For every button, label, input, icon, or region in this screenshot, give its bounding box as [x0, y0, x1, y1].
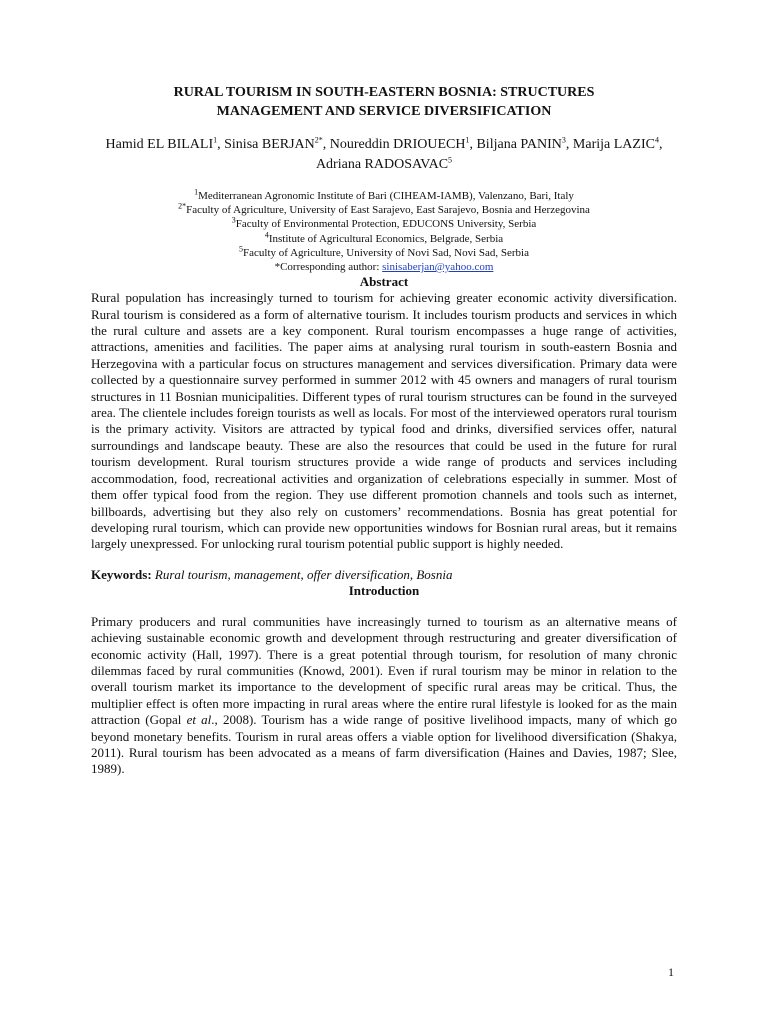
- title-line-2: MANAGEMENT AND SERVICE DIVERSIFICATION: [216, 104, 552, 119]
- paper-title: [91, 83, 677, 121]
- introduction-heading: Introduction: [348, 582, 420, 598]
- affiliation: $^1$Mediterranean Agronomic Institute of Bari (CIHEAM-IAMB), Valenzano, Bari, Italy: [194, 187, 574, 202]
- corresponding-author: *Corresponding author: sinisaberjan@yahoo.com: [274, 261, 494, 274]
- author-name: Marija LAZIC: [572, 137, 655, 152]
- keywords-text: Rural tourism, management, offer diversification, Bosnia: [154, 566, 453, 582]
- author-affiliation-mark: 3: [561, 135, 566, 145]
- author-name: Noureddin DRIOUECH: [329, 137, 466, 152]
- author-affiliation-mark: 1: [465, 135, 470, 145]
- page-number: 1: [668, 965, 674, 979]
- affiliation: $^3$Faculty of Environmental Protection, EDUCONS University, Serbia: [231, 215, 537, 231]
- author-name: Adriana RADOSAVAC: [315, 157, 449, 172]
- corresponding-email-link[interactable]: sinisaberjan@yahoo.com: [382, 261, 494, 274]
- author-affiliation-mark: 5: [448, 155, 453, 165]
- author-name: Sinisa BERJAN: [224, 137, 315, 152]
- affiliation: $^5$Faculty of Agriculture, University of Novi Sad, Novi Sad, Serbia: [239, 244, 529, 259]
- page-content: [91, 83, 677, 778]
- keywords-line: [91, 567, 677, 583]
- affiliation: $^4$Institute of Agricultural Economics, Belgrade, Serbia: [264, 229, 504, 245]
- author-affiliation-mark: 4: [654, 135, 659, 145]
- author-name: Biljana PANIN: [476, 137, 562, 152]
- author-list: Hamid EL BILALI$^1$, Sinisa $BERJAN^{2*}$, Noureddin DRIOUECH$^1$, Biljana PANIN$^3$, Marija LAZIC$^4$, Adriana RADOSAVAC$^5$: [105, 135, 663, 172]
- title-line-1: RURAL TOURISM IN SOUTH-EASTERN BOSNIA: STRUCTURES: [173, 85, 595, 100]
- keywords-label: Keywords:: [91, 566, 152, 582]
- abstract-text: Rural population has increasingly turned to tourism for achieving greater economic activity diversification. Rural tourism is considered as a form of alternative tourism. It includes tourism products and services in which the rural culture and assets are a key component. Rural tourism encompasses a huge range of activities, attractions, amenities and facilities. The paper aims at analysing rural tourism in south-eastern Bosnia and Herzegovina with a particular focus on structures management and services diversification. Primary data were collected by a questionnaire survey performed in summer 2012 with 45 owners and managers of rural tourism structures in 11 Bosnian municipalities. Different types of rural tourism structures can be found in the surveyed area. The clientele includes foreign tourists as well as locals. For most of the interviewed operators rural tourism is the primary activity. Visitors are attracted by typical food and drinks, diversified services offer, natural surroundings and landscape beauty. These are also the resources that could be used in the future for rural tourism development. Rural tourism structures provide a wide range of products and services including accommodation, food, recreational activities and organization of celebrations especially in summer. Most of them offer typical food from the region. They use different promotion channels and tools such as internet, billboards, advertising but they also rely on customers’ recommendations. Bosnia has great potential for developing rural tourism, which can provide new opportunities windows for Bosnian rural areas, but it remains largely unexpressed. For unlocking rural tourism potential public support is highly needed.: [91, 290, 677, 552]
- abstract-heading: Abstract: [359, 274, 409, 290]
- author-affiliation-mark: 2*: [314, 135, 323, 145]
- author-affiliation-mark: 1: [213, 135, 218, 145]
- affiliation: $^{2*}$Faculty of Agriculture, University of East Sarajevo, East Sarajevo, Bosnia and Herzegovina: [178, 201, 590, 217]
- introduction-text: Primary producers and rural communities have increasingly turned to tourism as an alternative means of achieving sustainable economic growth and development through restructuring and greater diversification of economic activity (Hall, 1997). There is a great potential through tourism, for resolution of many chronic dilemmas faced by rural communities (Knowd, 2001). Even if rural tourism may be minor in relation to the overall tourism market its importance to the development of specific rural areas may be critical. Thus, the multiplier effect is often more impacting in rural areas where the entire rural lifestyle is looked for as the main attraction (Gopal et al., 2008). Tourism has a wide range of positive livelihood impacts, many of which go beyond monetary benefits. Tourism in rural areas offers a viable option for livelihood diversification (Shakya, 2011). Rural tourism has been advocated as a means of farm diversification (Haines and Davies, 1987; Slee, 1989).: [91, 613, 677, 777]
- affiliation-list: [91, 189, 677, 274]
- author-name: Hamid EL BILALI: [105, 137, 214, 152]
